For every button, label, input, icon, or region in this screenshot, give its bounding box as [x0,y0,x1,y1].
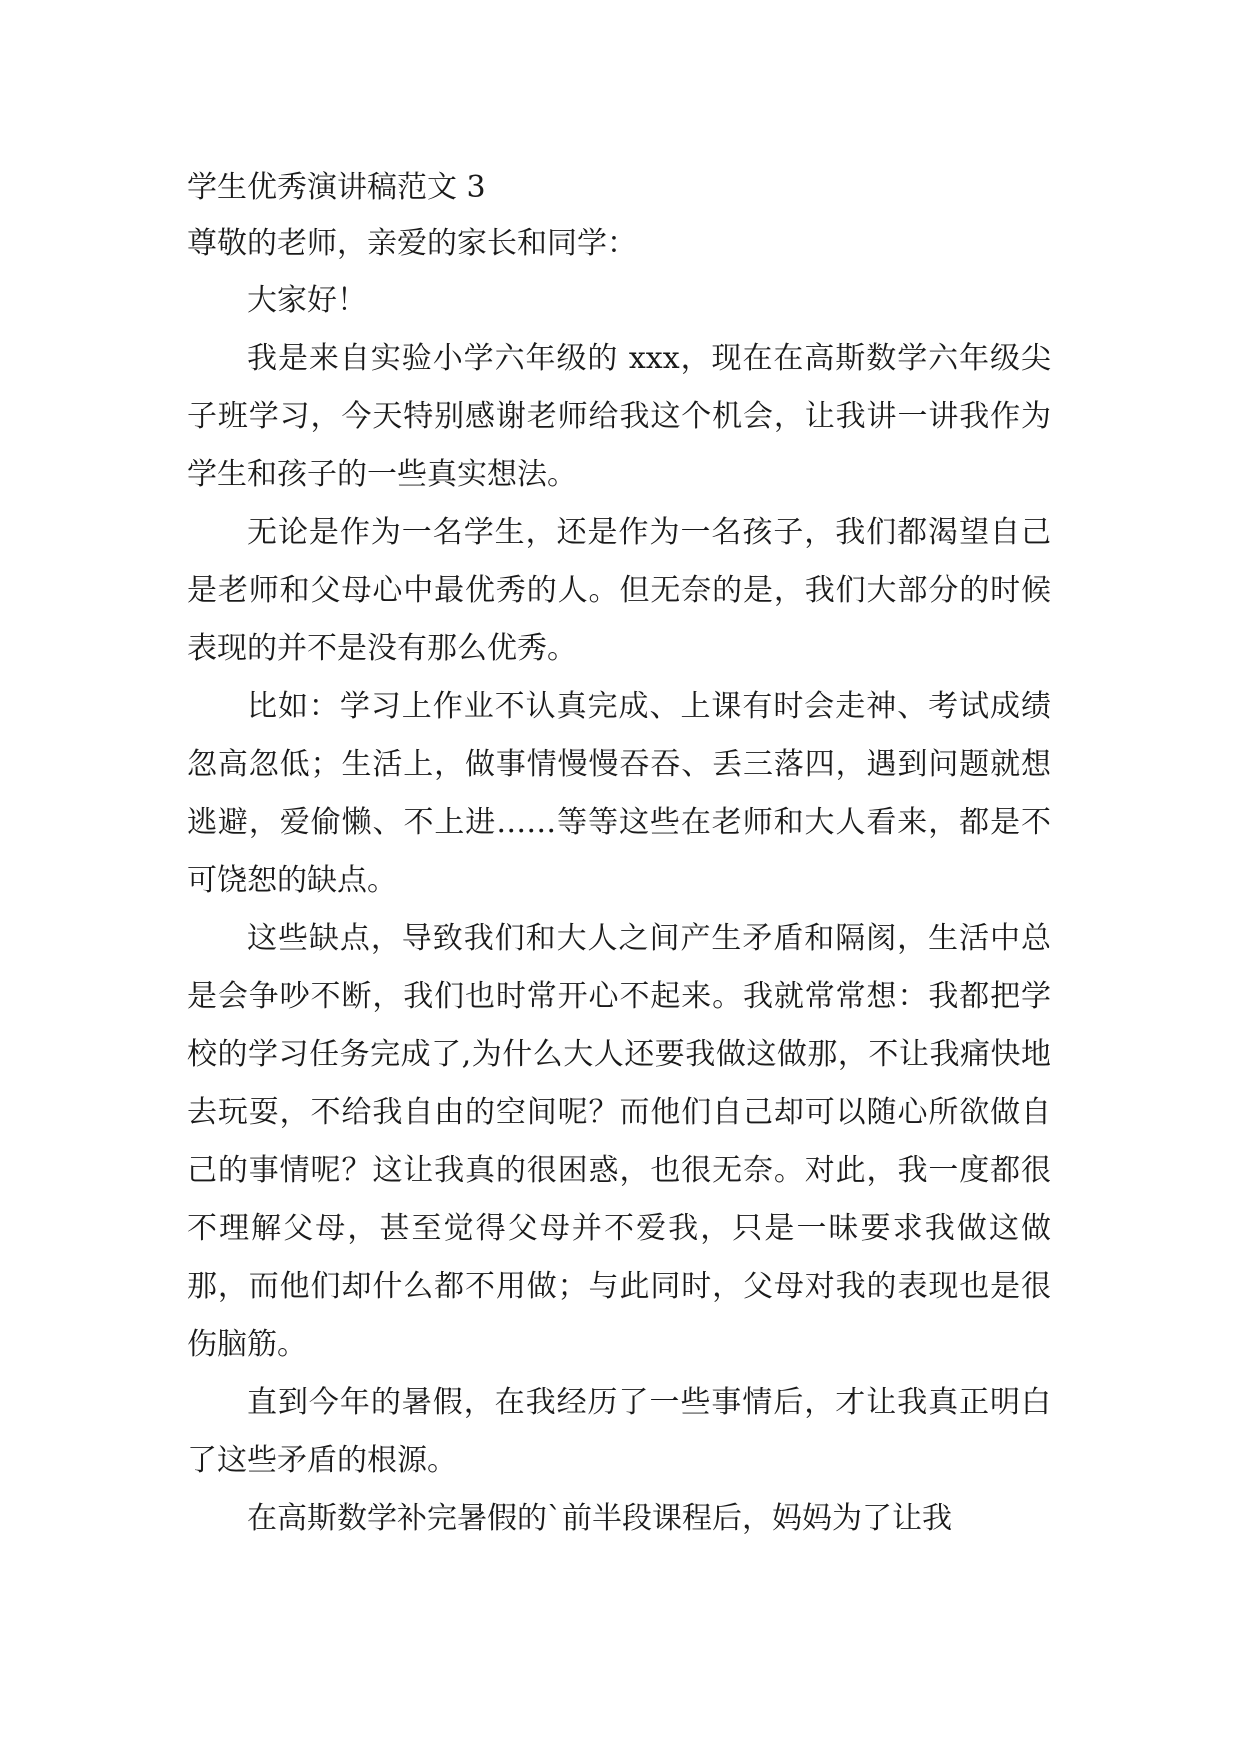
paragraph: 大家好！ [247,283,367,318]
paragraph: 直到今年的暑假，在我经历了一些事情后，才让我真正明白了这些矛盾的根源。 [187,1385,1051,1478]
paragraph: 这些缺点，导致我们和大人之间产生矛盾和隔阂，生活中总是会争吵不断，我们也时常开心不起来。我就常常想：我都把学校的学习任务完成了,为什么大人还要我做这做那，不让我痛快地去玩耍，不给我自由的空间呢？而他们自己却可以随心所欲做自己的事情呢？这让我真的很困惑，也很无奈。对此，我一度都很不理解父母，甚至觉得父母并不爱我，只是一昧要求我做这做那，而他们却什么都不用做；与此同时，父母对我的表现也是很伤脑筋。 [187,921,1051,1362]
paragraph: 无论是作为一名学生，还是作为一名孩子，我们都渴望自己是老师和父母心中最优秀的人。但无奈的是，我们大部分的时候表现的并不是没有那么优秀。 [187,515,1051,666]
paragraph: 比如：学习上作业不认真完成、上课有时会走神、考试成绩忽高忽低；生活上，做事情慢慢吞吞、丢三落四，遇到问题就想逃避，爱偷懒、不上进……等等这些在老师和大人看来，都是不可饶恕的缺点。 [187,689,1051,898]
paragraph: 我是来自实验小学六年级的 xxx，现在在高斯数学六年级尖子班学习，今天特别感谢老师给我这个机会，让我讲一讲我作为学生和孩子的一些真实想法。 [187,341,1051,492]
salutation: 尊敬的老师，亲爱的家长和同学： [187,226,637,261]
paragraph: 在高斯数学补完暑假的`前半段课程后，妈妈为了让我 [247,1501,952,1536]
document-title: 学生优秀演讲稿范文 3 [187,170,486,205]
body-text [187,272,1051,1548]
